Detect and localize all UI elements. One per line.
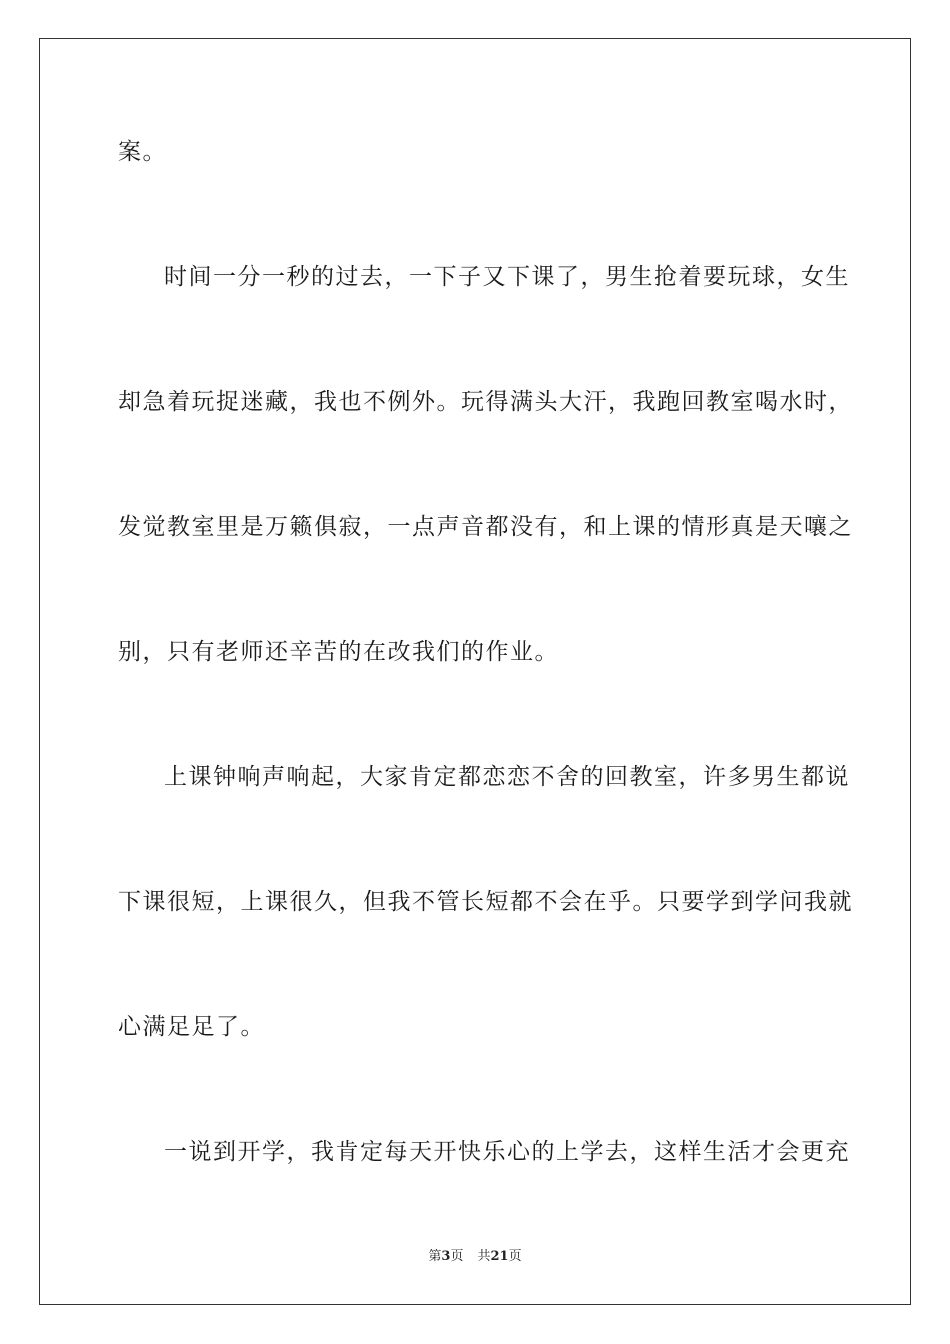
page-footer: [0, 1248, 950, 1266]
text-line-1: 案。: [118, 139, 167, 165]
text-line-5: 别，只有老师还辛苦的在改我们的作业。: [118, 639, 559, 665]
page-prefix: 第: [428, 1249, 442, 1264]
total-pages: 21: [490, 1249, 509, 1264]
total-suffix: 页: [508, 1249, 522, 1264]
text-line-4: 发觉教室里是万籁俱寂，一点声音都没有，和上课的情形真是天嚷之: [118, 514, 853, 540]
text-line-7: 下课很短，上课很久，但我不管长短都不会在乎。只要学到学问我就: [118, 889, 853, 915]
text-line-2: 时间一分一秒的过去，一下子又下课了，男生抢着要玩球，女生: [164, 264, 850, 290]
page-suffix: 页: [450, 1249, 464, 1264]
text-line-9: 一说到开学，我肯定每天开快乐心的上学去，这样生活才会更充: [164, 1139, 850, 1165]
total-prefix: 共: [477, 1249, 491, 1264]
text-line-8: 心满足足了。: [118, 1014, 265, 1040]
text-line-3: 却急着玩捉迷藏，我也不例外。玩得满头大汗，我跑回教室喝水时，: [118, 389, 853, 415]
text-line-6: 上课钟响声响起，大家肯定都恋恋不舍的回教室，许多男生都说: [164, 764, 850, 790]
page-border: [39, 38, 911, 1305]
page-number: 3: [441, 1249, 451, 1264]
